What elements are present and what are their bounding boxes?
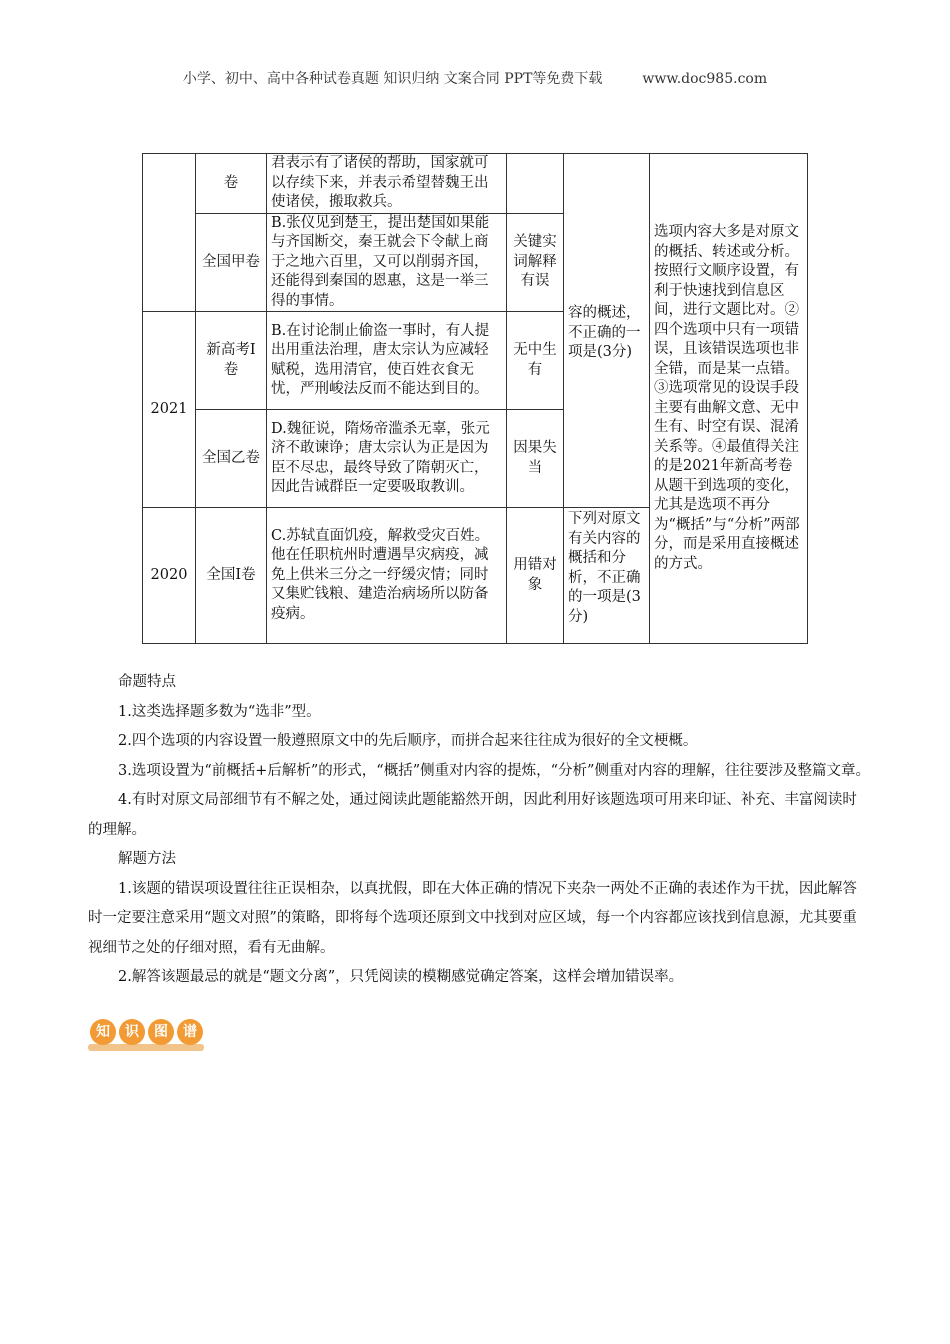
option-cell: B.在讨论制止偷盗一事时，有人提出用重法治理，唐太宗认为应减轻赋税，选用清官，使百姓衣食无忧，严刑峻法反而不能达到目的。 (267, 312, 507, 410)
option-cell: 君表示有了诸侯的帮助，国家就可以存续下来，并表示希望替魏王出使诸侯，搬取救兵。 (267, 154, 507, 214)
header-text: 小学、初中、高中各种试卷真题 知识归纳 文案合同 PPT等免费下载 (182, 71, 603, 87)
year-cell: 2021 (143, 312, 196, 508)
notes-cell: 选项内容大多是对原文的概括、转述或分析。按照行文顺序设置，有利于快速找到信息区间，进行文题比对。②四个选项中只有一项错误，且该错误选项也非全错，而是某一点错。③选项常见的设误手段主要有曲解文意、无中生有、时空有误、混淆关系等。④最值得关注的是2021年新高考卷从题干到选项的变化，尤其是选项不再分为“概括”与“分析”两部分，而是采用直接概述的方式。 (650, 154, 808, 644)
error-type-cell: 因果失当 (507, 410, 564, 508)
page-header (0, 68, 950, 88)
section-title: 解题方法 (118, 851, 176, 867)
option-cell: B.张仪见到楚王，提出楚国如果能与齐国断交，秦王就会下令献上商于之地六百里，又可以削弱齐国，还能得到秦国的恩惠，这是一举三得的事情。 (267, 213, 507, 312)
analysis-text (88, 668, 870, 993)
badge-char: 知 (90, 1019, 116, 1045)
option-cell: C.苏轼直面饥疫，解救受灾百姓。他在任职杭州时遭遇旱灾病疫，减免上供米三分之一纾缓灾情；同时又集贮钱粮、建造治病场所以防备疫病。 (267, 508, 507, 644)
badge-char: 图 (148, 1019, 174, 1045)
paper-cell: 全国甲卷 (196, 213, 267, 312)
paragraph: 2.四个选项的内容设置一般遵照原文中的先后顺序，而拼合起来往往成为很好的全文梗概。 (118, 733, 698, 749)
option-cell: D.魏征说，隋炀帝滥杀无辜，张元济不敢谏诤；唐太宗认为正是因为臣不尽忠，最终导致了隋朝灭亡，因此告诫群臣一定要吸取教训。 (267, 410, 507, 508)
badge-underline (88, 1044, 204, 1051)
paper-cell: 卷 (196, 154, 267, 214)
paragraph: 1.这类选择题多数为“选非”型。 (118, 703, 321, 720)
question-type-cell: 下列对原文有关内容的概括和分析，不正确的一项是(3分) (564, 508, 650, 644)
error-type-cell: 关键实词解释有误 (507, 213, 564, 312)
badge-char: 谱 (177, 1019, 203, 1045)
paragraph: 1.该题的错误项设置往往正误相杂，以真扰假，即在大体正确的情况下夹杂一两处不正确的表述作为干扰，因此解答时一定要注意采用“题文对照”的策略，即将每个选项还原到文中找到对应区域，每一个内容都应该找到信息源，尤其要重视细节之处的仔细对照，看有无曲解。 (88, 880, 857, 956)
error-type-cell (507, 154, 564, 214)
knowledge-map-badge (88, 1019, 204, 1051)
paper-cell: 新高考Ⅰ卷 (196, 312, 267, 410)
section-title: 命题特点 (118, 674, 176, 690)
error-type-cell: 用错对象 (507, 508, 564, 644)
year-cell (143, 154, 196, 312)
table-row (143, 154, 808, 214)
header-site-link[interactable]: www.doc985.com (642, 71, 768, 87)
paper-cell: 全国Ⅰ卷 (196, 508, 267, 644)
badge-char: 识 (119, 1019, 145, 1045)
paragraph: 2.解答该题最忌的就是“题文分离”，只凭阅读的模糊感觉确定答案，这样会增加错误率。 (118, 969, 684, 985)
question-type-cell: 容的概述，不正确的一项是(3分) (564, 154, 650, 508)
paragraph: 4.有时对原文局部细节有不解之处，通过阅读此题能豁然开朗，因此利用好该题选项可用来印证、补充、丰富阅读时的理解。 (88, 792, 857, 838)
paragraph: 3.选项设置为“前概括+后解析”的形式，“概括”侧重对内容的提炼，“分析”侧重对内容的理解，往往要涉及整篇文章。 (118, 762, 870, 779)
year-cell: 2020 (143, 508, 196, 644)
paper-cell: 全国乙卷 (196, 410, 267, 508)
question-analysis-table (142, 153, 808, 644)
error-type-cell: 无中生有 (507, 312, 564, 410)
